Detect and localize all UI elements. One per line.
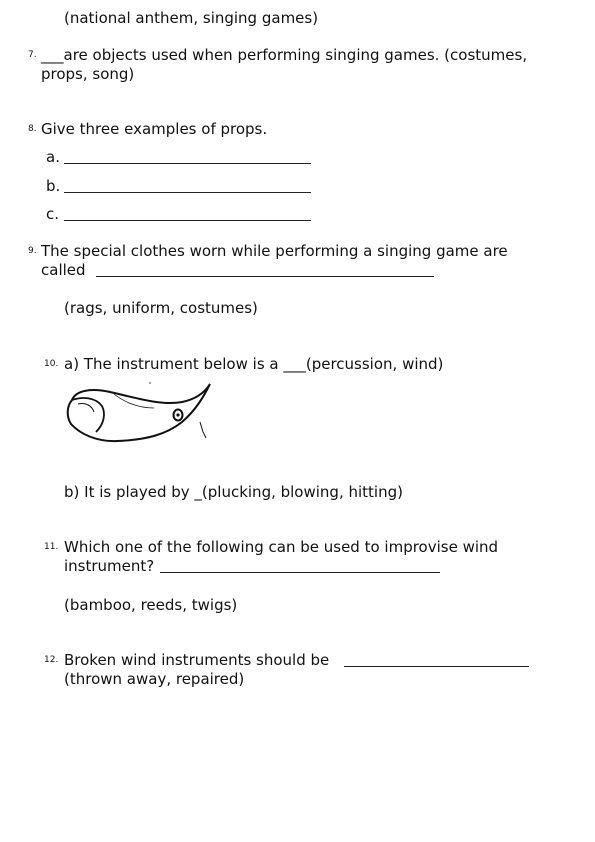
q7-text: are objects used when performing singing games. (costumes,: [63, 46, 528, 64]
q6-options: (national anthem, singing games): [64, 9, 319, 27]
q7-text-cont: props, song): [41, 65, 135, 83]
q11-text-cont: instrument?: [64, 557, 155, 575]
q10-number: 10.: [44, 359, 59, 369]
q8-question: Give three examples of props.: [41, 120, 268, 138]
q7-question: [41, 46, 527, 65]
q9-options: (rags, uniform, costumes): [64, 299, 258, 317]
q11-answer-line[interactable]: [160, 572, 440, 573]
q8-item-a-answer-line[interactable]: [64, 163, 311, 164]
q10-part-a: a) The instrument below is a ___(percussion, wind): [64, 355, 444, 373]
q7-number: 7.: [28, 50, 37, 60]
q12-options: (thrown away, repaired): [64, 670, 245, 688]
horn-mark: [200, 422, 206, 438]
q8-item-c-answer-line[interactable]: [64, 220, 311, 221]
horn-image: [62, 380, 217, 446]
q8-item-b-label: b.: [46, 177, 61, 195]
horn-mouth-hole-center: [176, 413, 179, 416]
q9-answer-line[interactable]: [96, 276, 434, 277]
q11-question: Which one of the following can be used to improvise wind: [64, 538, 499, 556]
q9-number: 9.: [28, 246, 37, 256]
horn-bell-inner: [78, 403, 94, 412]
q8-number: 8.: [28, 124, 37, 134]
horn-outline: [68, 384, 210, 441]
q7-blank[interactable]: ___: [41, 46, 64, 64]
q8-item-c-label: c.: [46, 205, 60, 223]
q12-question: Broken wind instruments should be: [64, 651, 330, 669]
q8-item-b-answer-line[interactable]: [64, 192, 311, 193]
horn-speck: [149, 382, 151, 384]
q9-text-cont: called: [41, 261, 86, 279]
q9-question: The special clothes worn while performing a singing game are: [41, 242, 508, 260]
q10-part-b: b) It is played by _(plucking, blowing, hitting): [64, 483, 403, 501]
q11-number: 11.: [44, 542, 59, 552]
horn-bell-rim: [72, 398, 104, 432]
q12-answer-line[interactable]: [344, 666, 529, 667]
q8-item-a-label: a.: [46, 148, 60, 166]
q11-options: (bamboo, reeds, twigs): [64, 596, 238, 614]
q12-number: 12.: [44, 655, 59, 665]
